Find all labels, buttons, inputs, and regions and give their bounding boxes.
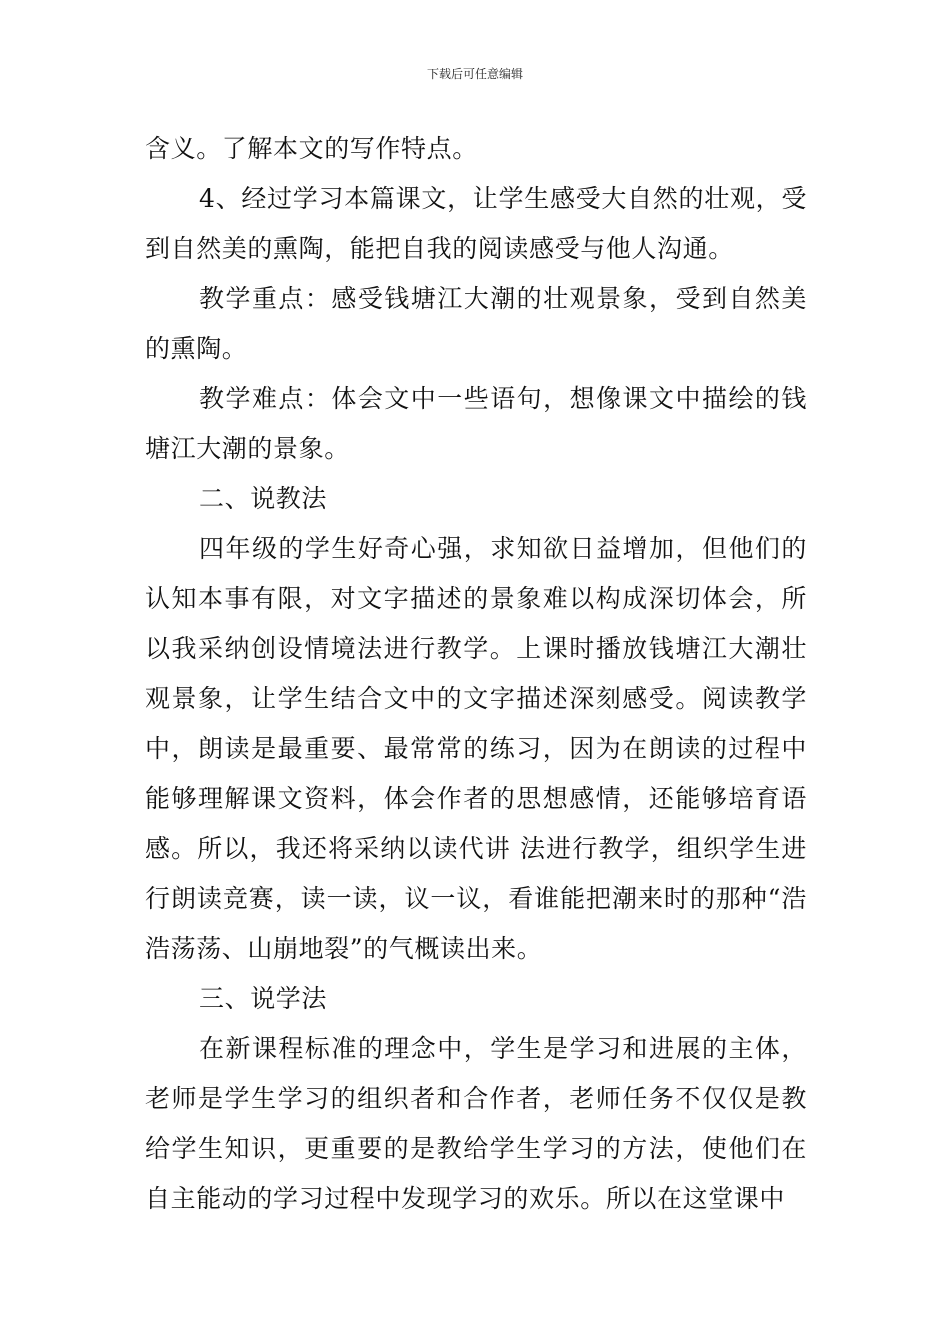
paragraph-8: 在新课程标准的理念中，学生是学习和进展的主体，老师是学生学习的组织者和合作者，老师任务不仅仅是教给学生知识，更重要的是教给学生学习的方法，使他们在自主能动的学习过程中发现学习的欢乐。所以在这堂课中 <box>145 1034 807 1213</box>
paragraph-2: 4、经过学习本篇课文，让学生感受大自然的壮观，受到自然美的熏陶，能把自我的阅读感受与他人沟通。 <box>145 184 807 263</box>
document-body <box>145 124 807 1224</box>
section-heading-teaching-method: 二、说教法 <box>199 484 328 513</box>
paragraph-6: 四年级的学生好奇心强，求知欲日益增加，但他们的认知本事有限，对文字描述的景象难以构成深切体会，所以我采纳创设情境法进行教学。上课时播放钱塘江大潮壮观景象，让学生结合文中的文字描述深刻感受。阅读教学中，朗读是最重要、最常常的练习，因为在朗读的过程中能够理解课文资料，体会作者的思想感情，还能够培育语感。所以，我还将采纳以读代讲 法进行教学，组织学生进行朗读竞赛，读一读，议一议，看谁能把潮来时的那种“浩浩荡荡、山崩地裂”的气概读出来。 <box>145 534 807 963</box>
paragraph-3: 教学重点：感受钱塘江大潮的壮观景象，受到自然美的熏陶。 <box>145 284 807 363</box>
paragraph-1: 含义。了解本文的写作特点。 <box>145 134 478 163</box>
paragraph-4: 教学难点：体会文中一些语句，想像课文中描绘的钱塘江大潮的景象。 <box>145 384 807 463</box>
section-heading-learning-method: 三、说学法 <box>199 984 328 1013</box>
page-header-note: 下载后可任意编辑 <box>426 67 523 81</box>
